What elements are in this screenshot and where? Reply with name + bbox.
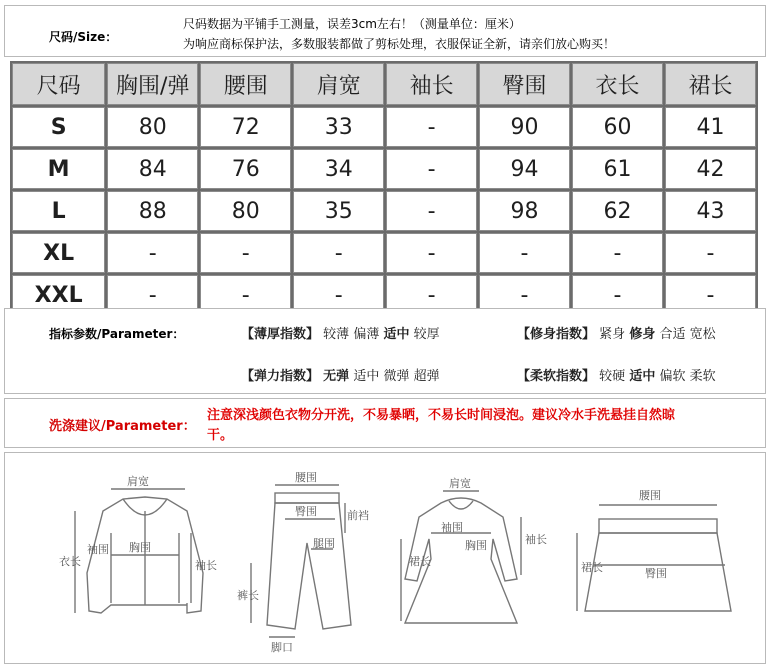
param-option-selected: 适中	[629, 369, 656, 384]
table-cell: 43	[665, 191, 756, 231]
table-cell: -	[107, 275, 198, 315]
elasticity-index	[241, 365, 440, 384]
wash-label: 洗涤建议/Parameter：	[49, 419, 196, 434]
header-cell: 袖长	[386, 63, 477, 105]
table-cell: 90	[479, 107, 570, 147]
diagram-label: 臀围	[295, 505, 317, 518]
size-label: 尺码/Size：	[49, 30, 118, 44]
table-cell: -	[572, 233, 663, 273]
table-row	[12, 149, 756, 189]
diagram-label: 前裆	[347, 509, 369, 522]
param-option: 柔软	[689, 369, 716, 384]
table-cell: 94	[479, 149, 570, 189]
param-option: 合适	[659, 327, 686, 342]
diagram-label: 臀围	[645, 567, 667, 580]
diagram-label: 裙长	[409, 555, 431, 568]
table-cell: -	[200, 275, 291, 315]
param-name: 【薄厚指数】	[241, 327, 320, 342]
table-header-row	[12, 63, 756, 105]
diagram-label: 裤长	[237, 589, 259, 602]
param-name: 【弹力指数】	[241, 369, 320, 384]
table-cell: -	[200, 233, 291, 273]
measurement-diagrams	[5, 453, 765, 663]
diagram-label: 腰围	[295, 471, 317, 484]
table-row	[12, 107, 756, 147]
diagram-label: 胸围	[129, 541, 151, 554]
table-cell: 35	[293, 191, 384, 231]
diagram-label: 腰围	[639, 489, 661, 502]
diagram-label: 胸围	[465, 539, 487, 552]
param-option: 较薄	[323, 327, 350, 342]
param-option: 微弹	[383, 369, 410, 384]
header-cell: 衣长	[572, 63, 663, 105]
diagram-label: 裙长	[581, 561, 603, 574]
table-cell: 34	[293, 149, 384, 189]
table-cell: 84	[107, 149, 198, 189]
table-row	[12, 191, 756, 231]
thickness-index	[241, 323, 440, 342]
table-cell: 80	[200, 191, 291, 231]
measure-note: 尺码数据为平铺手工测量，误差3cm左右！（测量单位：厘米）	[183, 17, 521, 31]
diagram-label: 腿围	[313, 537, 335, 550]
table-cell: 88	[107, 191, 198, 231]
table-cell: -	[386, 275, 477, 315]
diagram-label: 袖围	[441, 521, 463, 534]
header-cell: 肩宽	[293, 63, 384, 105]
size-table	[10, 61, 758, 317]
size-cell: L	[12, 191, 105, 231]
param-option: 适中	[353, 369, 380, 384]
table-cell: 98	[479, 191, 570, 231]
diagram-label: 脚口	[271, 641, 293, 654]
header-cell: 腰围	[200, 63, 291, 105]
header-cell: 胸围/弹	[107, 63, 198, 105]
table-cell: -	[572, 275, 663, 315]
param-option: 紧身	[599, 327, 626, 342]
table-cell: -	[386, 233, 477, 273]
table-cell: -	[107, 233, 198, 273]
param-option: 较厚	[413, 327, 440, 342]
table-row	[12, 233, 756, 273]
table-cell: 61	[572, 149, 663, 189]
table-cell: -	[479, 233, 570, 273]
header-cell: 裙长	[665, 63, 756, 105]
diagram-label: 袖长	[195, 559, 217, 572]
param-name: 【柔软指数】	[517, 369, 596, 384]
table-cell: -	[665, 275, 756, 315]
diagram-label: 袖围	[87, 543, 109, 556]
table-cell: 42	[665, 149, 756, 189]
table-cell: -	[665, 233, 756, 273]
param-option-selected: 适中	[383, 327, 410, 342]
table-cell: 76	[200, 149, 291, 189]
param-option: 宽松	[689, 327, 716, 342]
size-cell: XL	[12, 233, 105, 273]
softness-index	[517, 365, 716, 384]
table-cell: 62	[572, 191, 663, 231]
wash-box	[4, 398, 766, 448]
measurement-diagram-box	[4, 452, 766, 664]
param-option: 偏薄	[353, 327, 380, 342]
table-cell: -	[386, 149, 477, 189]
table-cell: 41	[665, 107, 756, 147]
header-cell: 臀围	[479, 63, 570, 105]
table-cell: 80	[107, 107, 198, 147]
param-option-selected: 修身	[629, 327, 656, 342]
parameter-label: 指标参数/Parameter：	[49, 327, 185, 341]
parameter-box	[4, 308, 766, 394]
table-cell: -	[386, 191, 477, 231]
param-option: 较硬	[599, 369, 626, 384]
diagram-label: 袖长	[525, 533, 547, 546]
wash-text-line2: 干。	[207, 428, 234, 443]
diagram-label: 衣长	[59, 555, 81, 568]
table-cell: 33	[293, 107, 384, 147]
param-option: 超弹	[413, 369, 440, 384]
label-note: 为响应商标保护法，多数服装都做了剪标处理，衣服保证全新，请亲们放心购买！	[183, 37, 616, 51]
skirt-diagram	[577, 505, 731, 611]
table-cell: -	[479, 275, 570, 315]
table-cell: -	[386, 107, 477, 147]
param-option: 偏软	[659, 369, 686, 384]
table-cell: -	[293, 233, 384, 273]
diagram-label: 肩宽	[449, 477, 471, 490]
table-cell: 72	[200, 107, 291, 147]
fit-index	[517, 323, 716, 342]
param-name: 【修身指数】	[517, 327, 596, 342]
header-cell: 尺码	[12, 63, 105, 105]
size-header-box	[4, 5, 766, 57]
size-cell: S	[12, 107, 105, 147]
param-option-selected: 无弹	[323, 369, 350, 384]
diagram-label: 肩宽	[127, 475, 149, 488]
table-cell: 60	[572, 107, 663, 147]
table-cell: -	[293, 275, 384, 315]
wash-text-line1: 注意深浅颜色衣物分开洗，不易暴晒，不易长时间浸泡。建议冷水手洗悬挂自然晾	[207, 408, 676, 423]
size-cell: XXL	[12, 275, 105, 315]
size-cell: M	[12, 149, 105, 189]
